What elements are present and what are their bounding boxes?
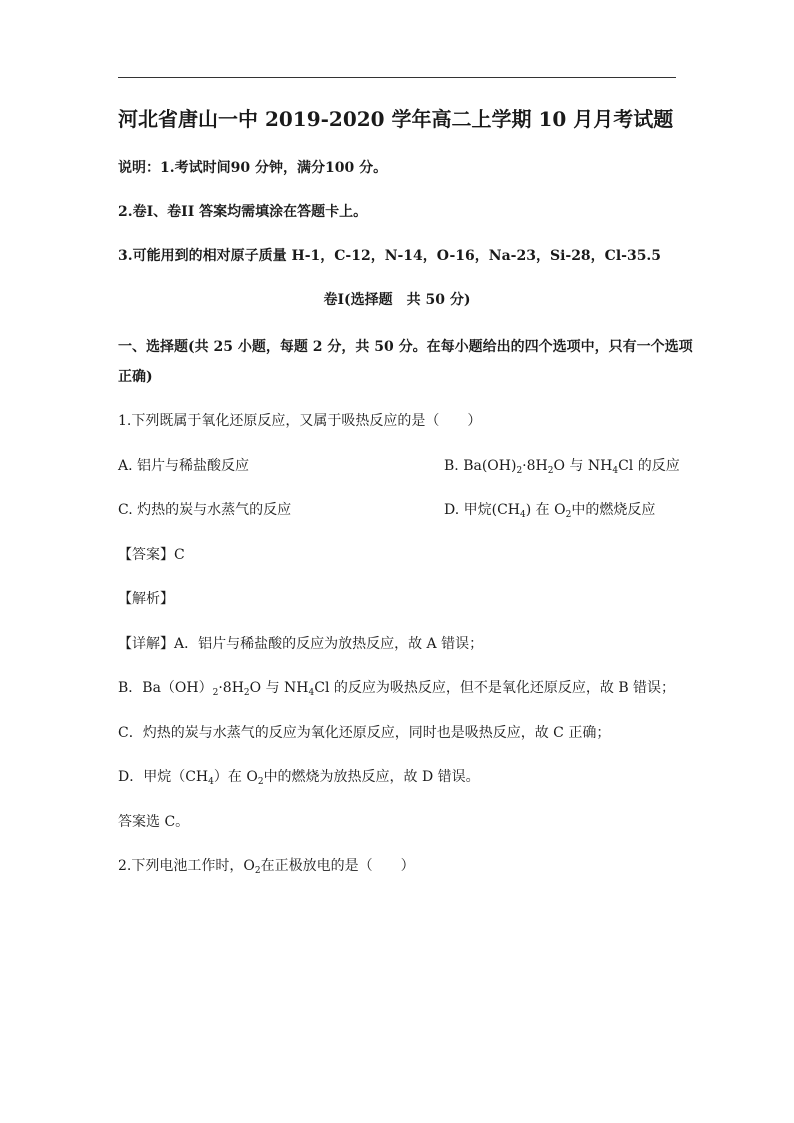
question-1-detail-b: B．$Ba(OH)_2\cdot 8H_2O$ 与 $NH_4Cl$ 的反应为吸热反应，但不是氧化还原反应，故 B 错误； bbox=[118, 680, 676, 698]
question-1-detail-a: 【详解】A．铝片与稀盐酸的反应为放热反应，故 A 错误； bbox=[118, 636, 484, 652]
question-1-stem: 1.下列既属于氧化还原反应，又属于吸热反应的是（ ） bbox=[118, 413, 482, 429]
instruction-line-3: 3.可能用到的相对原子质量 H-1，C-12，N-14，O-16，Na-23，Si-28，Cl-35.5 bbox=[118, 248, 662, 264]
question-1-detail-d: D．甲烷$(CH_4)$在 $O_2$中的燃烧为放热反应，故 D 错误。 bbox=[118, 769, 480, 787]
page-title: 河北省唐山一中 2019-2020 学年高二上学期 10 月月考试题 bbox=[118, 107, 674, 131]
question-1-answer: 【答案】C bbox=[118, 547, 185, 563]
instruction-line-2: 2.卷Ⅰ、卷II 答案均需填涂在答题卡上。 bbox=[118, 204, 368, 220]
question-1-option-d: D. 甲烷$(CH_4)$ 在 $O_2$中的燃烧反应 bbox=[444, 502, 656, 520]
question-1-option-b: B. $Ba(OH)_2\cdot 8H_2O$ 与 $NH_4Cl$ 的反应 bbox=[444, 458, 680, 476]
section-title: 卷Ⅰ(选择题 共 50 分) bbox=[323, 292, 471, 308]
question-1-option-c: C. 灼热的炭与水蒸气的反应 bbox=[118, 502, 292, 518]
question-1-conclusion: 答案选 C。 bbox=[118, 814, 190, 830]
header-rule bbox=[118, 77, 676, 78]
part-heading-line-2: 正确) bbox=[118, 369, 153, 385]
question-1-analysis-label: 【解析】 bbox=[118, 591, 174, 607]
question-1-option-a: A. 铝片与稀盐酸反应 bbox=[118, 458, 250, 474]
question-1-detail-c: C．灼热的炭与水蒸气的反应为氧化还原反应，同时也是吸热反应，故 C 正确； bbox=[118, 725, 611, 741]
instruction-line-1: 说明：1.考试时间90 分钟，满分100 分。 bbox=[118, 160, 388, 176]
part-heading-line-1: 一、选择题(共 25 小题，每题 2 分，共 50 分。在每小题给出的四个选项中，只有一个选项 bbox=[118, 339, 693, 355]
question-2-stem: 2.下列电池工作时，$O_2$在正极放电的是（ ） bbox=[118, 858, 415, 876]
